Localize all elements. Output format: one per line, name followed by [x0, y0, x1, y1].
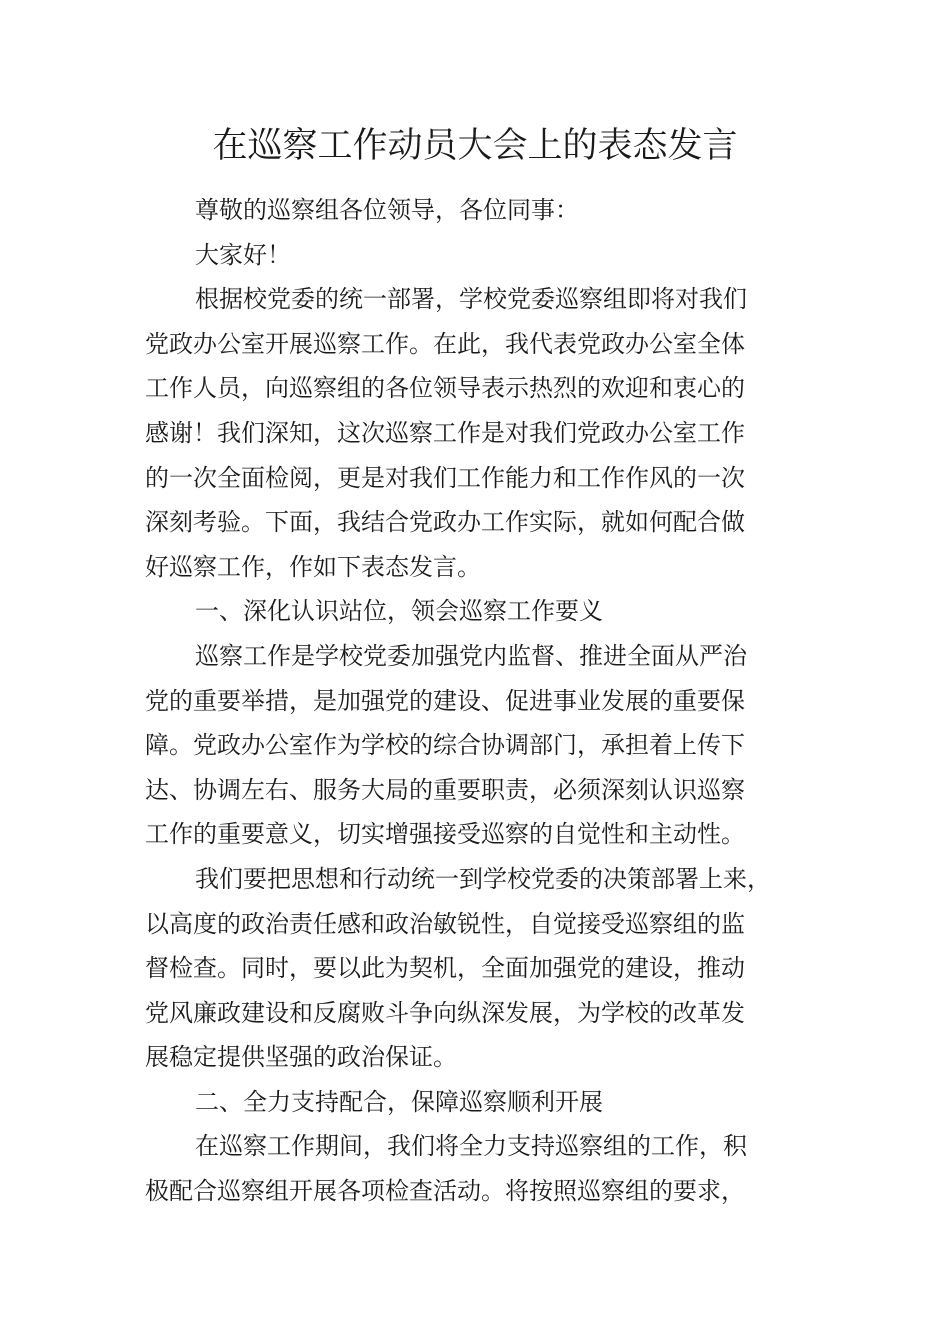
paragraph-line: 展稳定提供坚强的政治保证。	[145, 1043, 457, 1072]
greeting-line: 大家好！	[195, 240, 291, 269]
salutation-line: 尊敬的巡察组各位领导，各位同事：	[195, 196, 579, 224]
paragraph-line: 感谢！我们深知，这次巡察工作是对我们党政办公室工作	[145, 418, 745, 447]
paragraph-line: 党政办公室开展巡察工作。在此，我代表党政办公室全体	[145, 329, 745, 358]
document-title: 在巡察工作动员大会上的表态发言	[212, 126, 738, 166]
document-body	[145, 188, 795, 1214]
paragraph-line: 极配合巡察组开展各项检查活动。将按照巡察组的要求，	[145, 1177, 745, 1206]
paragraph-line: 深刻考验。下面，我结合党政办工作实际，就如何配合做	[145, 508, 745, 537]
paragraph-line: 党的重要举措，是加强党的建设、促进事业发展的重要保	[145, 686, 745, 715]
paragraph-line: 的一次全面检阅，更是对我们工作能力和工作作风的一次	[145, 463, 745, 492]
paragraph-line: 工作的重要意义，切实增强接受巡察的自觉性和主动性。	[145, 820, 745, 849]
paragraph-line: 党风廉政建设和反腐败斗争向纵深发展，为学校的改革发	[145, 998, 745, 1027]
paragraph-line: 巡察工作是学校党委加强党内监督、推进全面从严治	[195, 641, 747, 670]
paragraph-line: 工作人员，向巡察组的各位领导表示热烈的欢迎和衷心的	[145, 374, 745, 403]
paragraph-line: 我们要把思想和行动统一到学校党委的决策部署上来，	[195, 864, 771, 893]
paragraph-line: 督检查。同时，要以此为契机，全面加强党的建设，推动	[145, 954, 745, 983]
section-heading: 二、全力支持配合，保障巡察顺利开展	[195, 1087, 603, 1116]
paragraph-line: 障。党政办公室作为学校的综合协调部门，承担着上传下	[145, 731, 745, 760]
paragraph-line: 在巡察工作期间，我们将全力支持巡察组的工作，积	[195, 1132, 747, 1161]
paragraph-line: 以高度的政治责任感和政治敏锐性，自觉接受巡察组的监	[145, 909, 745, 938]
paragraph-line: 好巡察工作，作如下表态发言。	[145, 552, 481, 581]
section-heading: 一、深化认识站位，领会巡察工作要义	[195, 597, 603, 626]
paragraph-line: 达、协调左右、服务大局的重要职责，必须深刻认识巡察	[145, 775, 745, 804]
paragraph-line: 根据校党委的统一部署，学校党委巡察组即将对我们	[195, 285, 747, 314]
